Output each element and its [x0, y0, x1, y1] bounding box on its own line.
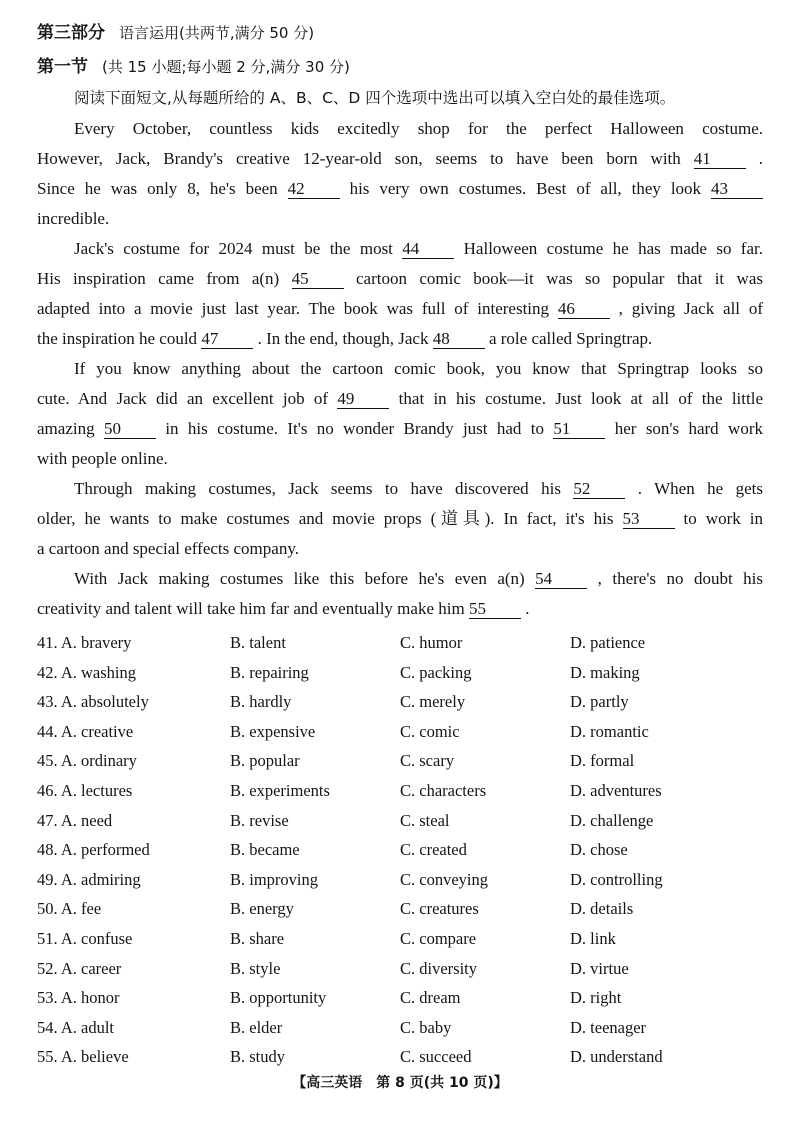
option-c: C. scary: [400, 751, 455, 771]
option-d: D. romantic: [570, 721, 649, 741]
option-a: 45. A. ordinary: [37, 751, 137, 771]
passage-text: creativity and talent will take him far and eventually make him: [37, 599, 469, 618]
question-options-row: [37, 985, 767, 1015]
section-subtitle: (共 15 小题;每小题 2 分,满分 30 分): [102, 58, 350, 76]
option-b: B. elder: [230, 1017, 283, 1037]
passage-text: , there's no doubt his: [587, 569, 764, 588]
option-a: 54. A. adult: [37, 1017, 114, 1037]
passage-line: [37, 444, 763, 474]
option-c: C. characters: [400, 780, 487, 800]
question-options-row: [37, 896, 767, 926]
option-b: B. opportunity: [230, 988, 327, 1008]
passage-text: , giving Jack all of: [609, 299, 764, 318]
answer-blank: 44: [402, 240, 454, 259]
question-options-row: [37, 837, 767, 867]
passage-line: [37, 594, 763, 624]
option-a: 44. A. creative: [37, 721, 134, 741]
passage-text: amazing: [37, 419, 104, 438]
passage-text: the inspiration he could: [37, 329, 202, 348]
question-options-row: [37, 867, 767, 897]
option-b: B. improving: [230, 869, 319, 889]
passage-text: If you know anything about the cartoon comic book, you know that Springtrap looks so: [74, 359, 763, 378]
option-b: B. expensive: [230, 721, 316, 741]
passage-text: .: [520, 599, 530, 618]
passage-line: [37, 144, 763, 174]
passage-text: Since he was only 8, he's been: [37, 179, 288, 198]
option-a: 55. A. believe: [37, 1047, 129, 1067]
option-b: B. study: [230, 1047, 286, 1067]
option-c: C. created: [400, 840, 467, 860]
answer-blank: 43: [711, 180, 763, 199]
passage-text: incredible.: [37, 209, 110, 228]
page-footer: 【高三英语 第 8 页(共 10 页)】: [292, 1075, 508, 1091]
option-d: D. patience: [570, 633, 646, 652]
passage-line: [37, 324, 763, 354]
question-options-row: [37, 748, 767, 778]
option-b: B. hardly: [230, 692, 292, 712]
option-a: 49. A. admiring: [37, 869, 141, 889]
passage-text: His inspiration came from a(n): [37, 269, 292, 288]
passage-line: [37, 114, 763, 144]
option-a: 43. A. absolutely: [37, 692, 149, 712]
passage-text: his very own costumes. Best of all, they look: [339, 179, 711, 198]
passage-line: [37, 504, 763, 534]
question-options-row: [37, 1015, 767, 1045]
option-b: B. energy: [230, 899, 294, 919]
option-c: C. humor: [400, 633, 463, 652]
answer-blank: 53: [623, 510, 675, 529]
passage-line: [37, 414, 763, 444]
passage-text: adapted into a movie just last year. The book was full of interesting: [37, 299, 558, 318]
option-a: 50. A. fee: [37, 899, 102, 919]
option-d: D. making: [570, 662, 640, 682]
passage-text: to work in: [674, 509, 763, 528]
option-c: C. merely: [400, 692, 466, 712]
question-options-row: [37, 689, 767, 719]
question-options-row: [37, 630, 767, 660]
option-b: B. revise: [230, 810, 289, 830]
answer-blank: 42: [288, 180, 340, 199]
answer-blank: 50: [104, 420, 156, 439]
instructions: 阅读下面短文,从每题所给的 A、B、C、D 四个选项中选出可以填入空白处的最佳选项。: [74, 89, 676, 107]
option-d: D. details: [570, 899, 634, 919]
option-c: C. compare: [400, 928, 477, 948]
option-d: D. understand: [570, 1047, 663, 1067]
passage-line: [37, 474, 763, 504]
option-c: C. creatures: [400, 899, 479, 919]
passage-line: [37, 204, 763, 234]
option-a: 48. A. performed: [37, 840, 150, 860]
passage-line: [37, 384, 763, 414]
option-c: C. baby: [400, 1017, 452, 1037]
passage-text: a cartoon and special effects company.: [37, 539, 299, 558]
option-d: D. challenge: [570, 810, 654, 830]
question-options-row: [37, 719, 767, 749]
passage-text: her son's hard work: [605, 419, 763, 438]
option-d: D. link: [570, 928, 616, 948]
answer-blank: 54: [535, 570, 587, 589]
passage-text: . In the end, though, Jack: [253, 329, 433, 348]
option-c: C. diversity: [400, 958, 477, 978]
part-title: 第三部分: [37, 23, 105, 43]
option-d: D. virtue: [570, 958, 629, 978]
options-table: [37, 630, 767, 1074]
passage-line: [37, 234, 763, 264]
question-options-row: [37, 926, 767, 956]
option-b: B. popular: [230, 751, 300, 771]
option-a: 42. A. washing: [37, 662, 136, 682]
option-c: C. comic: [400, 721, 460, 741]
passage-line: [37, 354, 763, 384]
passage-text: cute. And Jack did an excellent job of: [37, 389, 338, 408]
question-options-row: [37, 778, 767, 808]
option-c: C. dream: [400, 988, 461, 1008]
passage-text: with people online.: [37, 449, 168, 468]
passage-text: However, Jack, Brandy's creative 12-year-old son, seems to have been born with: [37, 149, 694, 168]
part-subtitle: 语言运用(共两节,满分 50 分): [119, 24, 315, 42]
option-d: D. controlling: [570, 869, 663, 889]
option-a: 53. A. honor: [37, 988, 120, 1008]
section-heading: [37, 52, 350, 77]
answer-blank: 55: [469, 600, 521, 619]
passage-text: Halloween costume he has made so far.: [454, 239, 763, 258]
section-title: 第一节: [37, 57, 88, 77]
answer-blank: 46: [558, 300, 610, 319]
option-b: B. experiments: [230, 780, 330, 800]
passage-line: [37, 294, 763, 324]
option-b: B. talent: [230, 633, 286, 652]
option-c: C. steal: [400, 810, 450, 830]
question-options-row: [37, 1044, 767, 1074]
part-heading: [37, 18, 314, 43]
option-c: C. conveying: [400, 869, 488, 889]
passage-text: Every October, countless kids excitedly shop for the perfect Halloween costume.: [74, 119, 763, 138]
passage-text: cartoon comic book—it was so popular that it was: [343, 269, 763, 288]
passage-text: . When he gets: [625, 479, 763, 498]
question-options-row: [37, 808, 767, 838]
option-b: B. became: [230, 840, 300, 860]
passage-text: in his costume. It's no wonder Brandy just had to: [155, 419, 554, 438]
passage-line: [37, 264, 763, 294]
passage-text: older, he wants to make costumes and movie props (道具). In fact, it's his: [37, 509, 623, 528]
option-d: D. teenager: [570, 1017, 647, 1037]
option-a: 46. A. lectures: [37, 780, 133, 800]
option-b: B. repairing: [230, 662, 309, 682]
passage-text: .: [745, 149, 763, 168]
passage-text: With Jack making costumes like this before he's even a(n): [74, 569, 536, 588]
option-a: 52. A. career: [37, 958, 122, 978]
question-options-row: [37, 660, 767, 690]
passage-text: a role called Springtrap.: [484, 329, 653, 348]
answer-blank: 47: [201, 330, 253, 349]
option-c: C. packing: [400, 662, 472, 682]
passage-text: Jack's costume for 2024 must be the most: [74, 239, 403, 258]
answer-blank: 41: [694, 150, 746, 169]
passage-text: Through making costumes, Jack seems to have discovered his: [74, 479, 574, 498]
answer-blank: 51: [553, 420, 605, 439]
option-d: D. adventures: [570, 780, 662, 800]
passage-text: that in his costume. Just look at all of the little: [389, 389, 763, 408]
option-d: D. formal: [570, 751, 635, 771]
option-d: D. right: [570, 988, 622, 1008]
passage-line: [37, 174, 763, 204]
passage-line: [37, 534, 763, 564]
question-options-row: [37, 956, 767, 986]
option-c: C. succeed: [400, 1047, 472, 1067]
answer-blank: 45: [292, 270, 344, 289]
cloze-passage: [37, 114, 763, 624]
passage-line: [37, 564, 763, 594]
option-d: D. chose: [570, 840, 628, 860]
answer-blank: 49: [337, 390, 389, 409]
option-a: 41. A. bravery: [37, 633, 132, 652]
option-b: B. style: [230, 958, 281, 978]
option-a: 51. A. confuse: [37, 928, 133, 948]
option-a: 47. A. need: [37, 810, 113, 830]
answer-blank: 52: [573, 480, 625, 499]
option-b: B. share: [230, 928, 285, 948]
answer-blank: 48: [433, 330, 485, 349]
option-d: D. partly: [570, 692, 629, 712]
